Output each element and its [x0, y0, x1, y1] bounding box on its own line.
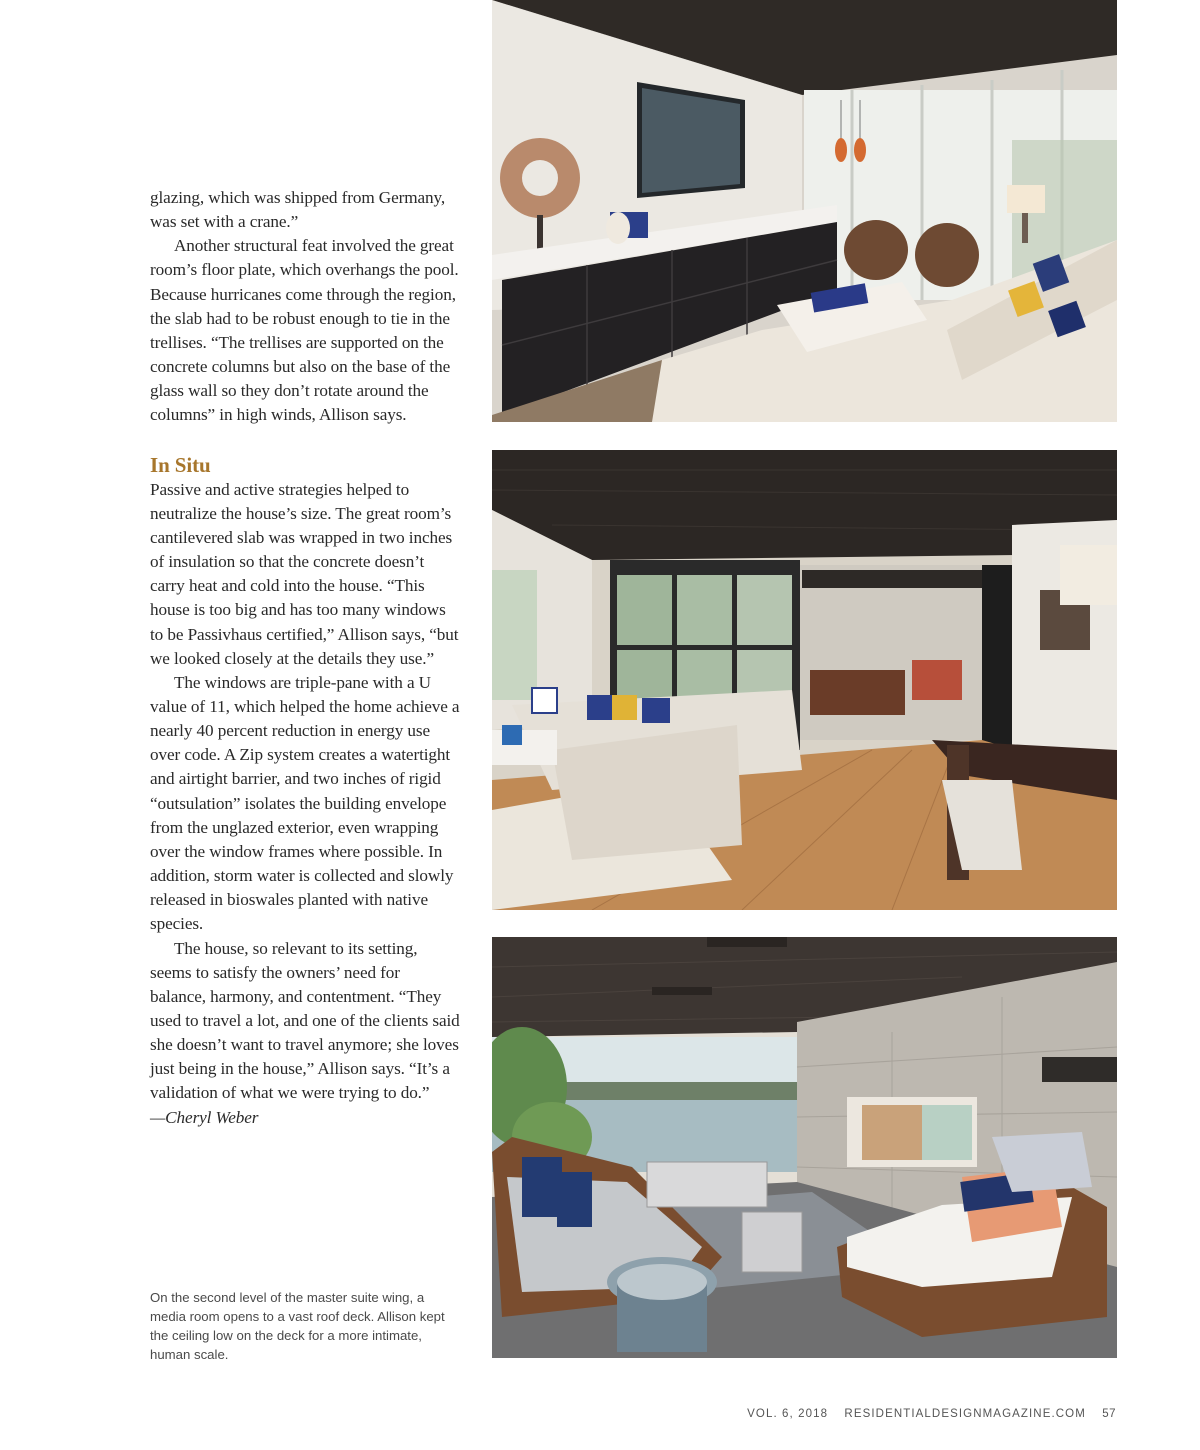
article-column	[150, 186, 460, 1130]
page-number: 57	[1102, 1408, 1116, 1420]
author-byline: —Cheryl Weber	[150, 1107, 259, 1127]
section-heading: In Situ	[150, 452, 211, 477]
article-paragraph: Another structural feat involved the great room’s floor plate, which overhangs the pool. Because hurricanes come through the region, the slab had to be robust enough to tie in the trellises. “The trellises are supported on the concrete columns but also on the base of the glass wall so they don’t rotate around the columns” in high winds, Allison says.	[150, 236, 459, 425]
media-room-photo	[492, 0, 1117, 422]
living-room-photo	[492, 450, 1117, 910]
article-paragraph: glazing, which was shipped from Germany, was set with a crane.”	[150, 188, 446, 232]
roof-deck-photo	[492, 937, 1117, 1358]
article-paragraph: The house, so relevant to its setting, seems to satisfy the owners’ need for balance, harmony, and contentment. “They used to travel a lot, and one of the clients said she doesn’t want to travel anymore; she loves just being in the house,” Allison says. “It’s a validation of what we were trying to do.”	[150, 938, 460, 1103]
photo-caption: On the second level of the master suite wing, a media room opens to a vast roof deck. Allison kept the ceiling low on the deck for a more intimate, human scale.	[150, 1290, 445, 1362]
article-paragraph: The windows are triple-pane with a U value of 11, which helped the home achieve a nearly 40 percent reduction in energy use over code. A Zip system creates a watertight and airtight barrier, and two inches of rigid “outsulation” isolates the building envelope from the unglazed exterior, even wrapping over the window frames where possible. In addition, storm water is collected and slowly released in bioswales planted with native species.	[150, 672, 460, 934]
article-paragraph: Passive and active strategies helped to neutralize the house’s size. The great room’s cantilevered slab was wrapped in two inches of insulation so that the concrete doesn’t carry heat and cold into the house. “This house is too big and has too many windows to be Passivhaus certified,” Allison says, “but we looked closely at the details they use.”	[150, 479, 459, 668]
page-footer	[735, 1408, 1116, 1420]
footer-volume: VOL. 6, 2018	[747, 1408, 829, 1420]
footer-website: RESIDENTIALDESIGNMAGAZINE.COM	[844, 1408, 1086, 1420]
